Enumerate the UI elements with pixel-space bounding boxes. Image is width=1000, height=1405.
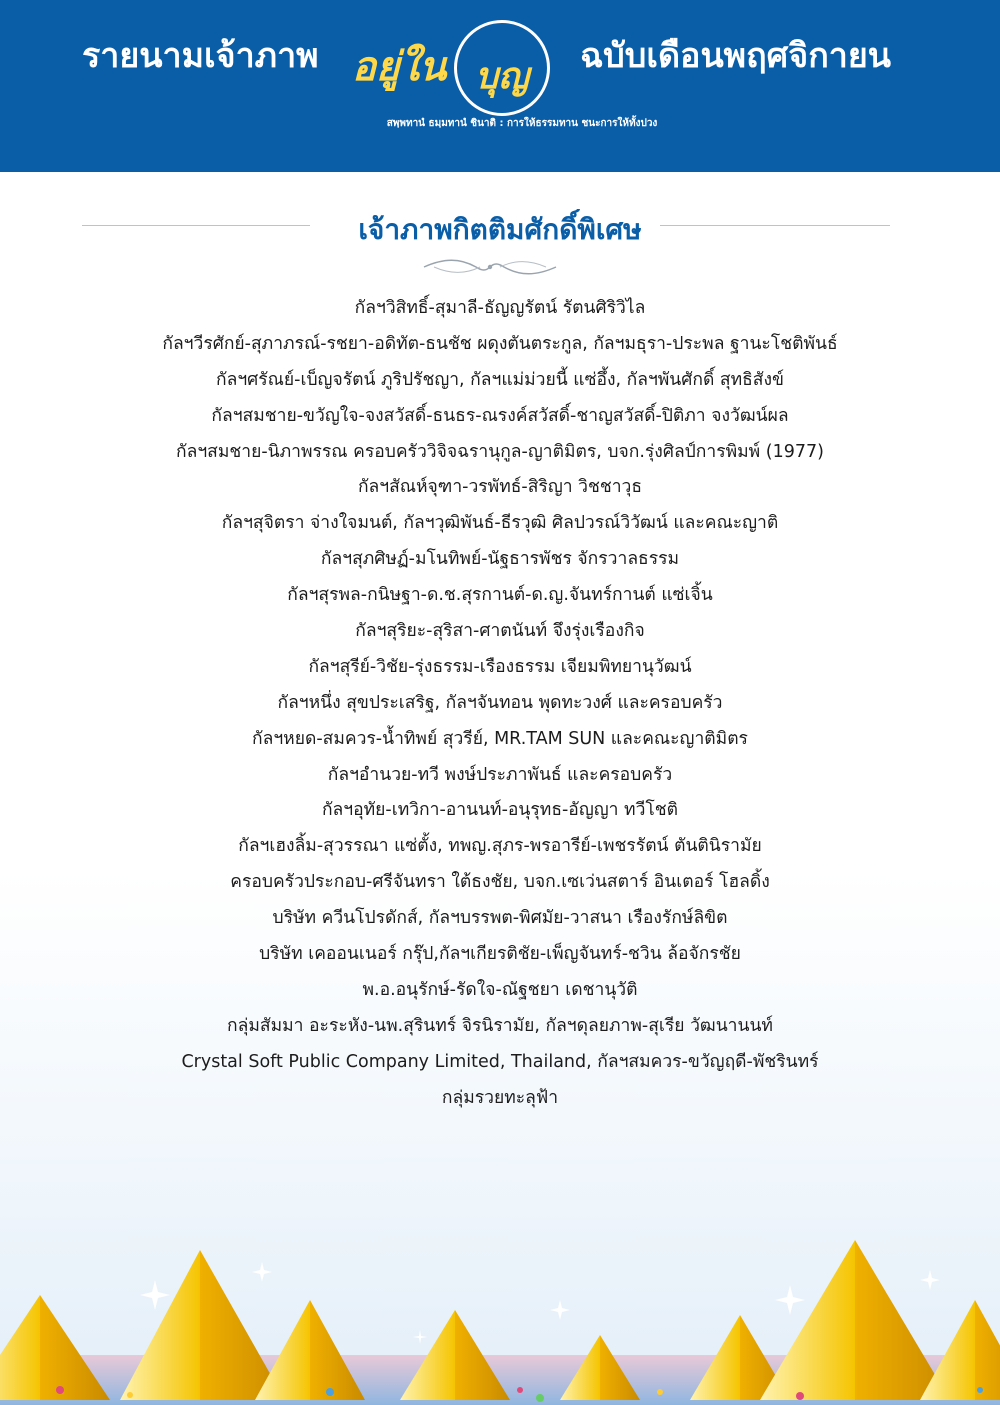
sponsor-name-line: กัลฯสมชาย-นิภาพรรณ ครอบครัววิจิจฉรานุกูล-ญาติมิตร, บจก.รุ่งศิลป์การพิมพ์ (1977) [176,441,824,462]
sponsor-name-line: บริษัท ควีนโปรดักส์, กัลฯบรรพต-พิศมัย-วาสนา เรืองรักษ์ลิขิต [272,908,728,929]
sponsor-name-line: บริษัท เคออนเนอร์ กรุ๊ป,กัลฯเกียรติชัย-เพ็ญจันทร์-ชวิน ล้อจักรชัย [259,944,741,965]
header-subtitle: สพฺพทานํ ธมฺมทานํ ชินาติ : การให้ธรรมทาน ชนะการให้ทั้งปวง [386,118,658,129]
divider-right [660,225,890,226]
sponsor-name-line: กัลฯหยด-สมควร-น้ำทิพย์ สุวรีย์, MR.TAM SUN และคณะญาติมิตร [252,728,748,749]
sponsor-name-line: กัลฯสุริยะ-สุริสา-ศาตนันท์ จึงรุ่งเรืองกิจ [355,621,645,642]
logo-circle-text: บุญ [475,55,529,97]
sponsor-name-line: กัลฯอุทัย-เทวิกา-อานนท์-อนุรุทธ-อัญญา ทวีโชติ [321,800,679,821]
sponsor-name-line: กัลฯสุจิตรา จ่างใจมนต์, กัลฯวุฒิพันธ์-ธีรวุฒิ ศิลปวรณ์วิวัฒน์ และคณะญาติ [221,513,779,534]
sponsor-name-line: พ.อ.อนุรักษ์-รัดใจ-ณัฐชยา เดชานุวัติ [362,979,638,1000]
sponsor-name-line: กัลฯหนึ่ง สุขประเสริฐ, กัลฯจันทอน พุดทะวงศ์ และครอบครัว [277,692,723,713]
sponsor-name-line: กลุ่มรวยทะลุฟ้า [441,1087,559,1108]
section-title: เจ้าภาพกิตติมศักดิ์พิเศษ [358,213,642,246]
sponsor-name-line: กลุ่มสัมมา อะระหัง-นพ.สุรินทร์ จิรนิรามัย, กัลฯดุลยภาพ-สุเรีย วัฒนานนท์ [227,1015,773,1036]
sponsor-name-line: กัลฯสัณห์จุฑา-วรพัทธ์-สิริญา วิชชาวุธ [357,477,643,498]
sponsor-name-line: กัลฯอำนวย-ทวี พงษ์ประภาพันธ์ และครอบครัว [327,764,673,785]
sponsor-name-line: กัลฯสุภศิษฏ์-มโนทิพย์-นัฐธารพัชร จักรวาลธรรม [320,549,680,570]
sponsor-name-line: Crystal Soft Public Company Limited, Thailand, กัลฯสมควร-ขวัญฤดี-พัชรินทร์ [181,1051,819,1072]
sponsor-name-line: กัลฯวิสิทธิ์-สุมาลี-ธัญญรัตน์ รัตนศิริวิไล [354,298,646,318]
sponsor-name-line: กัลฯสุรีย์-วิชัย-รุ่งธรรม-เรืองธรรม เจียมพิทยานุวัฒน์ [308,656,692,677]
magazine-logo [352,18,562,116]
sponsor-name-line: กัลฯสมชาย-ขวัญใจ-จงสวัสดิ์-ธนธร-ณรงค์สวัสดิ์-ชาญสวัสดิ์-ปิติภา จงวัฒน์ผล [211,405,789,426]
flourish-ornament-icon [420,256,560,278]
logo-circle [454,20,550,116]
sponsor-name-line: กัลฯวีรศักย์-สุภาภรณ์-รชยา-อดิทัต-ธนชัช ผดุงตันตระกูล, กัลฯมธุรา-ประพล ฐานะโชติพันธ์ [162,333,838,354]
sponsor-name-line: กัลฯศรัณย์-เบ็ญจรัตน์ ภูริปรัชญา, กัลฯแม่ม่วยนี้ แซ่อึ้ง, กัลฯพันศักดิ์ สุทธิสังข์ [216,369,784,390]
header-title-left: รายนามเจ้าภาพ [82,36,319,76]
sponsor-name-line: กัลฯเฮงลิ้ม-สุวรรณา แซ่ตั้ง, ทพญ.สุภร-พรอารีย์-เพชรรัตน์ ตันตินิรามัย [238,836,762,857]
sponsor-name-line: ครอบครัวประกอบ-ศรีจันทรา ใต้ธงชัย, บจก.เซเว่นสตาร์ อินเตอร์ โฮลดิ้ง [230,872,770,893]
header-title-right: ฉบับเดือนพฤศจิกายน [580,36,892,76]
header-banner [0,0,1000,172]
logo-script-text: อยู่ใน [352,43,447,90]
sponsor-name-line: กัลฯสุรพล-กนิษฐา-ด.ช.สุรกานต์-ด.ญ.จันทร์กานต์ แซ่เจิ้น [287,585,713,606]
sponsor-name-list [60,291,940,1116]
golden-pyramids-decoration [0,1240,1000,1405]
